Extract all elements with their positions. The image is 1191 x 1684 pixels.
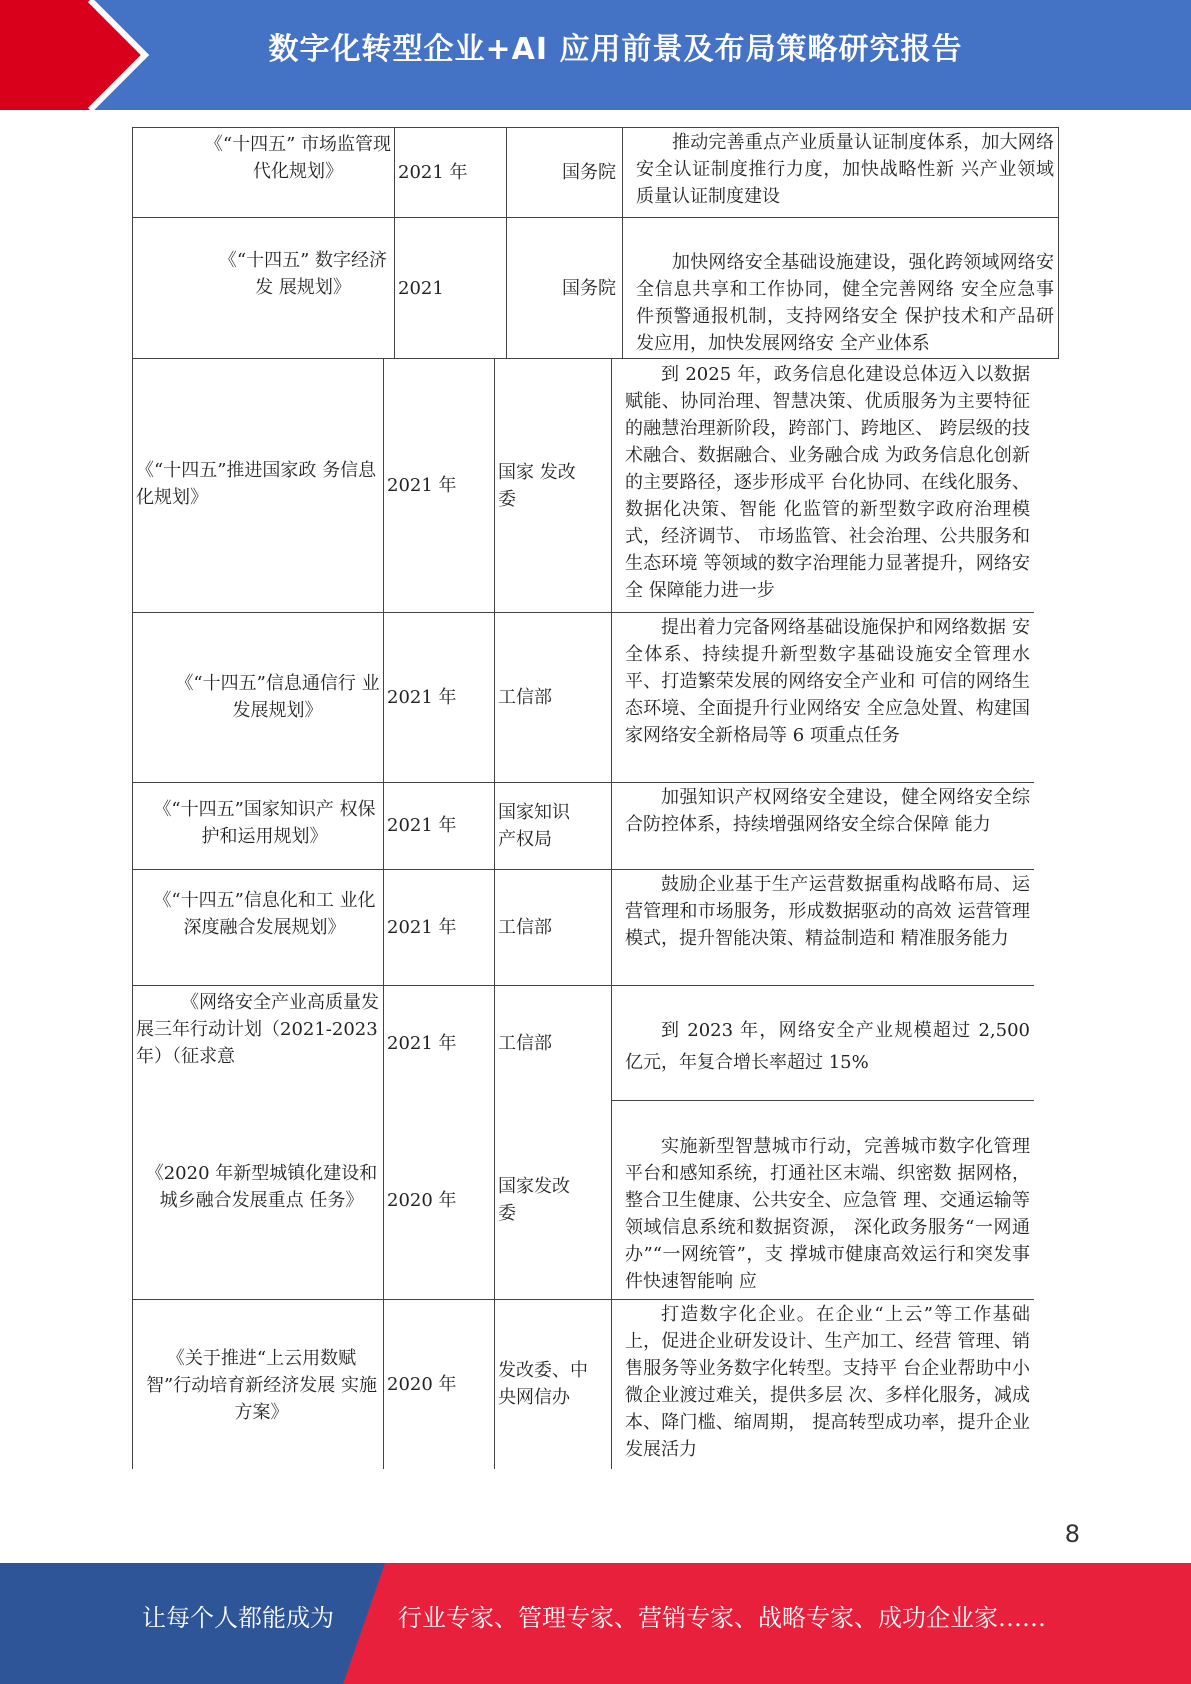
footer-slogan-left: 让每个人都能成为 bbox=[142, 1604, 334, 1632]
policy-title: 《关于推进“上云用数赋 智”行动培育新经济发展 实施方案》 bbox=[146, 1348, 377, 1423]
table-row bbox=[132, 782, 1034, 869]
policy-content: 加强知识产权网络安全建设，健全网络安全综合防控体系，持续增强网络安全综合保障 能力 bbox=[625, 787, 1030, 835]
policy-content: 加快网络安全基础设施建设，强化跨领域网络安全信息共享和工作协同，健全完善网络 安全应急事件预警通报机制，支持网络安全 保护技术和产品研发应用，加快发展网络安 全产业体系 bbox=[636, 252, 1054, 354]
policy-title: 《“十四五”信息通信行 业发展规划》 bbox=[175, 673, 380, 721]
policy-org: 国务院 bbox=[562, 277, 616, 299]
policy-content: 提出着力完备网络基础设施保护和网络数据 安全体系、持续提升新型数字基础设施安全管理水平、打造繁荣发展的网络安全产业和 可信的网络生态环境、全面提升行业网络安 全应急处置、构建国家网络安全新格局等 6 项重点任务 bbox=[625, 617, 1030, 746]
policy-year: 2021 年 bbox=[398, 161, 468, 183]
policy-org: 国家知识产权局 bbox=[498, 801, 570, 850]
policy-title: 《网络安全产业高质量发展三年行动计划（2021-2023 年）（征求意 bbox=[136, 992, 379, 1067]
policy-title: 《“十四五”信息化和工 业化深度融合发展规划》 bbox=[153, 890, 376, 938]
table-row bbox=[132, 869, 1034, 985]
table-row bbox=[132, 1299, 1034, 1469]
policy-content: 打造数字化企业。在企业“上云”等工作基础上，促进企业研发设计、生产加工、经营 管理、销售服务等业务数字化转型。支持平 台企业帮助中小微企业渡过难关，提供多层 次、多样化服务，减成本、降门槛、缩周期， 提高转型成功率，提升企业发展活力 bbox=[625, 1304, 1030, 1460]
table-row bbox=[132, 217, 1058, 359]
header-arrow-decoration bbox=[0, 0, 160, 110]
policy-year: 2021 年 bbox=[387, 1032, 457, 1054]
policy-content: 鼓励企业基于生产运营数据重构战略布局、运营管理和市场服务，形成数据驱动的高效 运营管理模式，提升智能决策、精益制造和 精准服务能力 bbox=[625, 874, 1030, 949]
table-row bbox=[132, 1101, 1034, 1299]
policy-content: 实施新型智慧城市行动，完善城市数字化管理平台和感知系统，打通社区末端、织密数 据网格，整合卫生健康、公共安全、应急管 理、交通运输等领域信息系统和数据资源， 深化政务服务“一网通办”“一网统管”，支 撑城市健康高效运行和突发事件快速智能响 应 bbox=[625, 1136, 1030, 1292]
policy-org: 国家 发改委 bbox=[498, 461, 576, 510]
policy-year: 2021 年 bbox=[387, 815, 457, 836]
policy-year: 2020 年 bbox=[387, 1189, 457, 1211]
policy-title: 《“十四五” 市场监管现 代化规划》 bbox=[204, 134, 392, 182]
policy-title: 《2020 年新型城镇化建设和城乡融合发展重点 任务》 bbox=[145, 1163, 378, 1211]
policy-year: 2021 bbox=[398, 277, 444, 299]
policy-org: 国务院 bbox=[562, 161, 616, 183]
policy-org: 工信部 bbox=[498, 1032, 552, 1054]
table-row bbox=[132, 612, 1034, 782]
policy-title: 《“十四五” 数字经济发 展规划》 bbox=[218, 250, 388, 298]
policy-org: 工信部 bbox=[498, 686, 552, 708]
footer-slogan-right: 行业专家、管理专家、营销专家、战略专家、成功企业家…… bbox=[398, 1604, 1046, 1632]
policy-org: 发改委、中央网信办 bbox=[498, 1360, 588, 1408]
page-footer bbox=[0, 1563, 1191, 1684]
policy-year: 2020 年 bbox=[387, 1373, 457, 1395]
policy-content: 推动完善重点产业质量认证制度体系，加大网络安全认证制度推行力度，加快战略性新 兴产业领域质量认证制度建设 bbox=[636, 132, 1054, 207]
report-title: 数字化转型企业+AI 应用前景及布局策略研究报告 bbox=[268, 32, 963, 67]
policy-year: 2021 年 bbox=[387, 475, 457, 496]
page-number: 8 bbox=[1064, 1520, 1080, 1548]
table-row bbox=[132, 985, 1034, 1101]
policy-content: 到 2025 年，政务信息化建设总体迈入以数据 赋能、协同治理、智慧决策、优质服务为主要特征的融慧治理新阶段，跨部门、跨地区、 跨层级的技术融合、数据融合、业务融合成 为政务信息化创新的主要路径，逐步形成平 台化协同、在线化服务、数据化决策、智能 化监管的新型数字政府治理模式，经济调节、 市场监管、社会治理、公共服务和生态环境 等领域的数字治理能力显著提升，网络安全 保障能力进一步 bbox=[625, 364, 1030, 601]
policy-org: 国家发改委 bbox=[498, 1176, 570, 1224]
policy-year: 2021 年 bbox=[387, 686, 457, 708]
page-header bbox=[0, 0, 1191, 110]
policy-content: 到 2023 年，网络安全产业规模超过 2,500 亿元，年复合增长率超过 15% bbox=[625, 1020, 1030, 1073]
policy-title: 《“十四五”国家知识产 权保护和运用规划》 bbox=[153, 799, 376, 847]
policy-year: 2021 年 bbox=[387, 916, 457, 938]
policy-title: 《“十四五”推进国家政 务信息化规划》 bbox=[136, 460, 377, 508]
table-row bbox=[132, 127, 1058, 217]
policy-org: 工信部 bbox=[498, 916, 552, 938]
table-row bbox=[132, 359, 1034, 612]
